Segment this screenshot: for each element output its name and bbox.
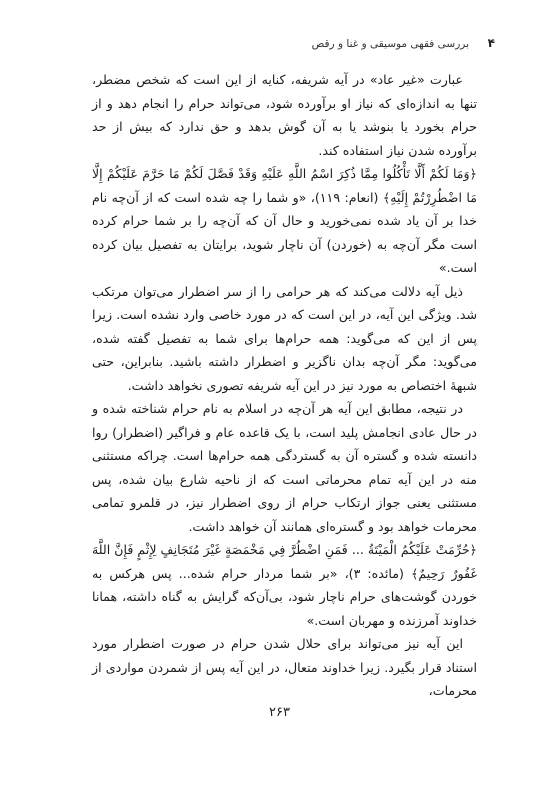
paragraph-5 (92, 538, 477, 632)
quran-verse: ﴿حُرِّمَتْ عَلَيْكُمُ الْمَيْتَةُ ... فَمَنِ اضْطُرَّ فِي مَخْمَصَةٍ غَيْرَ مُتَجَانِفٍ لِإِثْمٍ فَإِنَّ اللَّهَ غَفُورٌ رَحِيمٌ﴾ (92, 542, 477, 581)
paragraph-4 (92, 397, 477, 538)
paragraph-3 (92, 280, 477, 398)
paragraph-text: این آیه نیز می‌تواند برای حلال شدن حرام در صورت اضطرار مورد استناد قرار بگیرد. زیرا خداوند متعال، در این آیه پس از شمردن مواردی از محرمات، (92, 636, 477, 698)
paragraph-2 (92, 162, 477, 280)
page-number: ۲۶۳ (269, 705, 290, 720)
body-text (92, 68, 477, 703)
paragraph-text: در نتیجه، مطابق این آیه هر آن‌چه در اسلام به نام حرام شناخته شده و در حال عادی انجامش پلید است، با یک قاعده عام و فراگیر (اضطرار) روا دانسته شده و گستره آن به گستردگی همه حرام‌ها است. چراکه مستثنی منه در این آیه تمام محرماتی است که از ناحیه شارع بیان شده، پس مستثنی یعنی جواز ارتکاب حرام از روی اضطرار نیز، در قلمرو تمامی محرمات خواهد بود و گستره‌ای همانند آن خواهد داشت. (92, 401, 477, 534)
paragraph-text: (انعام: ۱۱۹)، «و شما را چه شده است که از آن‌چه نام خدا بر آن یاد شده نمی‌خورید و حال آن که آن‌چه را بر شما حرام کرده است مگر آن‌چه به (خوردن) آن ناچار شوید، برایتان به تفصیل بیان کرده است.» (92, 189, 477, 275)
quran-verse: ﴿وَمَا لَكُمْ أَلَّا تَأْكُلُوا مِمَّا ذُكِرَ اسْمُ اللَّهِ عَلَيْهِ وَقَدْ فَصَّلَ لَكُمْ مَا حَرَّمَ عَلَيْكُمْ إِلَّا مَا اضْطُرِرْتُمْ إِلَيْهِ﴾ (92, 166, 477, 205)
paragraph-text: (مائده: ۳)، «بر شما مردار حرام شده... پس هرکس به خوردن گوشت‌های حرام ناچار شود، بی‌آن‌که گرایش به گناه داشته، همانا خداوند آمرزنده و مهربان است.» (92, 565, 477, 628)
running-title: بررسی فقهی موسیقی و غنا و رقص (311, 38, 469, 50)
header-mark: ۴ (487, 36, 495, 50)
paragraph-text: عبارت «غیر عاد» در آیه شریفه، کنایه از این است که شخص مضطر، تنها به اندازه‌ای که نیاز او برآورده شود، می‌تواند حرام را انجام دهد و از حرام بخورد یا بنوشد یا به آن گوش بدهد و حق ندارد که بیش از حد برآورده شدن نیاز استفاده کند. (92, 72, 477, 158)
paragraph-1 (92, 68, 477, 162)
paragraph-text: ذیل آیه دلالت می‌کند که هر حرامی را از سر اضطرار می‌توان مرتکب شد. ویژگی این آیه، در این است که در مورد خاصی وارد نشده است. زیرا پس از این که می‌گوید: همه حرام‌ها برای شما به تفصیل گفته شده، می‌گوید: مگر آن‌چه بدان ناگزیر و اضطرار داشته باشید. بنابراین، حتی شبههٔ اختصاص به مورد نیز در این آیه شریفه تصوری نخواهد داشت. (92, 283, 477, 393)
paragraph-6 (92, 632, 477, 703)
